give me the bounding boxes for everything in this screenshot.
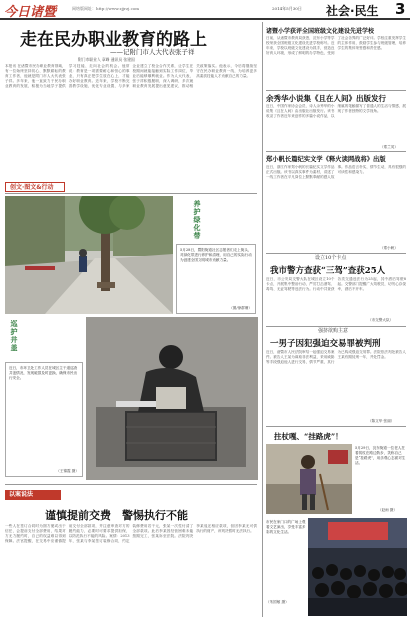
school-title: 诸暨小学获评全国班级文化建设先进学校 [266,28,375,35]
lead-body: 本报讯 在诸暨市民办职业教育领域，有一位始终坚持初心、默默耕耘的教育工作者，他就是附门市人大代表张子祥。多年来，他一直致力于民办职业教育的发展，积极为当地学子提供学习技能、走向社会的机会。他常说：教育是一项需要耐心和恒心的事业，只有真正把学生放在心上，才能办好职业教育。近年来，学校不断完善教学设施，优化专业设置，与多家企业建立了校企合作关系，让学生在校期间就能接触到实际工作岗位，毕业后能够顺利就业。作为人大代表，张子祥积极履职，深入调研，多次就职业教育发展提出意见建议，推动相关政策落实。他表示，今后将继续坚守在民办职业教育一线，为培养更多高素质技能人才贡献自己的力量。 [5,64,257,88]
court-title: 一男子因犯强迫交易罪被判刑 [270,339,381,349]
greenbelt-credit: （图/徐群珊） [229,306,252,310]
crowd-image [308,518,407,616]
court-body: 近日，诸暨市人民法院审结一起强迫交易案件。被告人王某为谋取非法利益，采用威胁等手段强迫他人进行交易，情节严重，其行为已构成强迫交易罪。法院依法判处被告人王某有期徒刑一年，并处罚金。 [266,350,406,364]
greenbelt-caption: 5月28日，暨阳街道社区志愿者们走上街头，对绿化带进行养护和清理，用自己的实际行动为创建全国文明城市贡献力量。 [180,248,252,262]
site-url: 网络版网址：http://www.zjjrzj.com [72,6,140,11]
elder-title: 拄杖嘎、“挂路虎”！ [274,432,343,441]
page-number: 3 [395,0,406,18]
book-credit: （郑兰英） [380,145,398,149]
lead-byline: 附门市职业人 章峥 通讯员 张建国 [78,57,135,62]
section-rule [5,193,257,194]
paper-logo: 今日诸暨 [4,5,57,20]
elder-caption: 5月29日，浣东街道一位老人拄着拐杖在路边散步，笑称自己是“挂路虎”，用乐观心态面对生活。 [355,446,406,465]
poem-title-greenbelt: 养护绿化带 [193,200,202,240]
rule-r1 [266,90,406,91]
book-title: 余秀华小说集《且在人间》出版发行 [266,94,386,103]
case-body: 一些人在签订合同时为图方便或出于信任，会提前支付全部费用，结果对方无力履约时，自己的权益难以得到保障。法官提醒，在交易中应谨慎提前交付全部款项，并注意审查对方的履约能力，必要时可要求提供担保，以防范执行不能的风险。案情：2013年，张某与李某签订装修合同，约定装修费用若干元，张某一次性付清了全部款项。此后李某因经营困难未能按期完工，张某诉至法院。法院判决李某返还相应款项，但因李某无可供执行的财产，该判决暂时无法执行。 [5,524,257,543]
report-credit: （郑小帆） [380,246,398,250]
masthead [0,0,410,20]
police-credit: （市交警大队） [368,318,394,322]
lead-title: 走在民办职业教育的路上 [20,30,207,50]
elder-photo [266,444,352,514]
report-body: 近日，浙江作家郑小帆的长篇纪实文学作品正式出版。该书以真实事件为素材，讲述了一线工作者在平凡岗位上默默奉献的感人故事。作品语言朴实，情节生动，具有很强的可读性和感染力。 [266,165,406,179]
manhole-photo [86,317,258,480]
issue-date: 2014年5月30日 [272,6,302,11]
rule-r5 [266,426,406,427]
caption-box-2 [5,362,83,477]
police-body: 近日，市公安局交警大队在城区设立10个卡点，开展集中整治行动，严厉打击酒驾、毒驾、无证驾驶等违法行为。行动中共查获各类交通违法行为25起，其中酒后驾驶8起。交警部门提醒广大驾驶员，切勿心存侥幸，酒后不开车。 [266,277,406,291]
manhole-caption: 近日，市环卫处工作人员在城区主干道巡查井盖情况，发现破损及时更换，确保市民出行安全。 [9,366,78,380]
column-divider [262,22,263,617]
street-tree-image [5,196,173,314]
lead-subtitle: ——记附门市人大代表张子祥 [110,48,195,56]
police-kicker: 设立10个卡点 [315,255,347,261]
police-title: 我市警方查获“三驾”查获25人 [270,266,386,276]
report-title: 郑小帆长篇纪实文学《释火读网战将》出版 [266,156,386,163]
section-name: 社会·民生 [326,4,379,18]
caption-box-1 [176,244,256,314]
court-credit: （陈文华 张丽） [368,419,395,423]
rule-r4 [266,326,406,327]
court-kicker: 强挤欲购主意 [318,328,349,334]
crowd-caption: 市民在家门口的广场上观看文艺演出，享受丰富多彩的文化生活。 [266,520,306,534]
crowd-photo [308,518,407,616]
photo-section-label: 创文·图文&行动 [5,182,65,192]
poem-title-manhole: 巡护井盖 [10,320,19,352]
manhole-credit: （王锦霞 摄） [56,469,79,473]
rule-r3 [266,253,406,254]
case-section-label: 以案说法 [5,490,61,500]
manhole-image [86,317,258,480]
elder-credit: （赵雨 摄） [378,508,398,512]
book-body: 近日，中国作家协会会员、诗人余秀华的小说集《且在人间》由出版社出版发行。该书收录了作者近年来创作的多篇小说作品，以细腻的笔触描写了普通人的生活与情感，展现了作者独特的文学视角。 [266,104,406,118]
street-tree-photo [5,196,173,314]
rule-r2 [266,151,406,152]
school-body: 日前，从诸暨市教育局获悉，浣东小学等学校荣获全国班级文化建设先进学校称号。近年来，学校以班级文化建设为抓手，营造良好育人环境，形成了鲜明的办学特色，受到了社会各界的广泛好评。学校注重发挥学生的主体作用，鼓励学生参与班级管理，培养学生的集体荣誉感和责任感。 [266,36,406,55]
elder-image [266,444,352,514]
case-title: 谨慎提前交费 警惕执行不能 [45,509,188,522]
crowd-credit: （朱国敏 摄） [266,600,289,604]
section-rule-2 [5,484,257,485]
